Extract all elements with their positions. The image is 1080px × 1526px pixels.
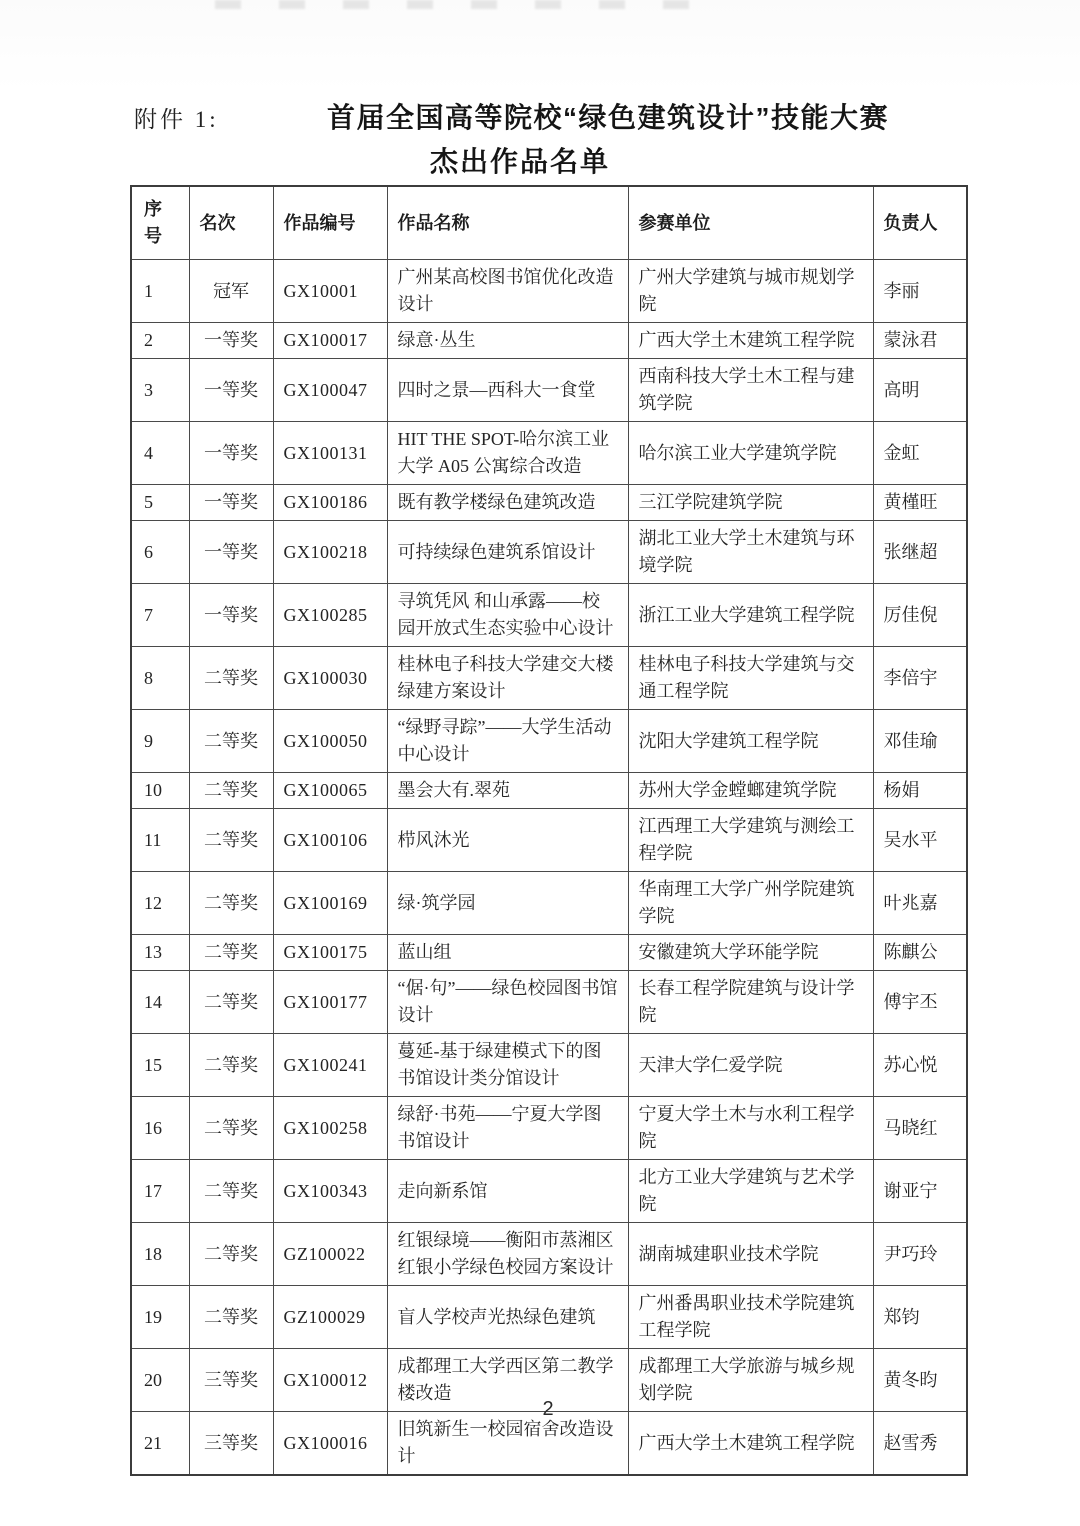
cell-leader: 黄冬昀 — [873, 1349, 967, 1412]
cell-work-name: “绿野寻踪”——大学生活动中心设计 — [387, 710, 628, 773]
table-row — [131, 584, 967, 647]
table-row — [131, 1034, 967, 1097]
cell-work-id: GX100030 — [273, 647, 387, 710]
cell-seq: 21 — [131, 1412, 189, 1476]
awards-table-header — [131, 186, 967, 260]
cell-rank: 二等奖 — [189, 809, 273, 872]
cell-rank: 二等奖 — [189, 1160, 273, 1223]
header-unit: 参赛单位 — [628, 186, 873, 260]
cell-work-id: GX100106 — [273, 809, 387, 872]
header-seq: 序号 — [131, 186, 189, 260]
cell-seq: 9 — [131, 710, 189, 773]
cell-unit: 广州番禺职业技术学院建筑工程学院 — [628, 1286, 873, 1349]
cell-leader: 郑钧 — [873, 1286, 967, 1349]
cell-work-id: GX100065 — [273, 773, 387, 809]
cell-seq: 4 — [131, 422, 189, 485]
cell-leader: 邓佳瑜 — [873, 710, 967, 773]
cell-work-name: 可持续绿色建筑系馆设计 — [387, 521, 628, 584]
cell-work-id: GX100186 — [273, 485, 387, 521]
cell-leader: 黄槿旺 — [873, 485, 967, 521]
cell-unit: 天津大学仁爱学院 — [628, 1034, 873, 1097]
cell-seq: 10 — [131, 773, 189, 809]
cell-work-id: GX100177 — [273, 971, 387, 1034]
cell-unit: 浙江工业大学建筑工程学院 — [628, 584, 873, 647]
cell-rank: 一等奖 — [189, 584, 273, 647]
cell-work-name: 蓝山组 — [387, 935, 628, 971]
cell-seq: 19 — [131, 1286, 189, 1349]
table-row — [131, 971, 967, 1034]
page-number: 2 — [542, 1398, 554, 1420]
cell-work-id: GX100016 — [273, 1412, 387, 1476]
cell-work-name: 走向新系馆 — [387, 1160, 628, 1223]
cell-seq: 11 — [131, 809, 189, 872]
cell-unit: 沈阳大学建筑工程学院 — [628, 710, 873, 773]
table-row — [131, 1412, 967, 1476]
header-row — [131, 186, 967, 260]
document-title-line1: 首届全国高等院校“绿色建筑设计”技能大赛 — [326, 102, 889, 133]
cell-leader: 高明 — [873, 359, 967, 422]
cell-seq: 7 — [131, 584, 189, 647]
table-row — [131, 1160, 967, 1223]
cell-work-name: 成都理工大学西区第二教学楼改造 — [387, 1349, 628, 1412]
cell-work-id: GX100218 — [273, 521, 387, 584]
cell-work-name: 绿·筑学园 — [387, 872, 628, 935]
header-work-name: 作品名称 — [387, 186, 628, 260]
cell-work-name: 蔓延-基于绿建模式下的图书馆设计类分馆设计 — [387, 1034, 628, 1097]
cell-leader: 傅宇丕 — [873, 971, 967, 1034]
table-row — [131, 422, 967, 485]
cell-unit: 广西大学土木建筑工程学院 — [628, 1412, 873, 1476]
table-row — [131, 521, 967, 584]
cell-leader: 李倍宇 — [873, 647, 967, 710]
cell-rank: 一等奖 — [189, 521, 273, 584]
cell-rank: 冠军 — [189, 260, 273, 323]
cell-rank: 一等奖 — [189, 359, 273, 422]
cell-seq: 1 — [131, 260, 189, 323]
cell-work-name: 盲人学校声光热绿色建筑 — [387, 1286, 628, 1349]
cell-work-name: 既有教学楼绿色建筑改造 — [387, 485, 628, 521]
cell-seq: 15 — [131, 1034, 189, 1097]
attachment-label: 附件 1: — [134, 107, 219, 132]
cell-leader: 叶兆嘉 — [873, 872, 967, 935]
cell-work-id: GX100131 — [273, 422, 387, 485]
awards-table — [130, 185, 968, 1476]
cell-seq: 8 — [131, 647, 189, 710]
cell-seq: 3 — [131, 359, 189, 422]
cell-rank: 一等奖 — [189, 422, 273, 485]
table-row — [131, 359, 967, 422]
cell-seq: 14 — [131, 971, 189, 1034]
cell-work-name: 广州某高校图书馆优化改造设计 — [387, 260, 628, 323]
table-row — [131, 260, 967, 323]
table-row — [131, 773, 967, 809]
cell-work-name: 寻筑凭风 和山承露——校园开放式生态实验中心设计 — [387, 584, 628, 647]
table-row — [131, 809, 967, 872]
cell-work-id: GZ100022 — [273, 1223, 387, 1286]
cell-work-id: GX100047 — [273, 359, 387, 422]
cell-seq: 6 — [131, 521, 189, 584]
cell-rank: 二等奖 — [189, 1034, 273, 1097]
cell-work-id: GX100343 — [273, 1160, 387, 1223]
cell-unit: 桂林电子科技大学建筑与交通工程学院 — [628, 647, 873, 710]
cell-leader: 陈麒公 — [873, 935, 967, 971]
cell-work-id: GZ100029 — [273, 1286, 387, 1349]
cell-work-name: 绿意·丛生 — [387, 323, 628, 359]
cell-work-name: HIT THE SPOT-哈尔滨工业大学 A05 公寓综合改造 — [387, 422, 628, 485]
cell-rank: 一等奖 — [189, 323, 273, 359]
cell-work-id: GX100012 — [273, 1349, 387, 1412]
cell-unit: 苏州大学金螳螂建筑学院 — [628, 773, 873, 809]
document-title-line2: 杰出作品名单 — [429, 146, 610, 177]
cell-work-id: GX10001 — [273, 260, 387, 323]
cell-rank: 二等奖 — [189, 773, 273, 809]
table-row — [131, 485, 967, 521]
cell-rank: 二等奖 — [189, 1097, 273, 1160]
table-row — [131, 323, 967, 359]
cell-leader: 马晓红 — [873, 1097, 967, 1160]
cell-unit: 安徽建筑大学环能学院 — [628, 935, 873, 971]
cell-work-name: 绿舒·书苑——宁夏大学图书馆设计 — [387, 1097, 628, 1160]
cell-work-id: GX100285 — [273, 584, 387, 647]
cell-work-id: GX100241 — [273, 1034, 387, 1097]
cell-rank: 二等奖 — [189, 872, 273, 935]
cell-leader: 张继超 — [873, 521, 967, 584]
cell-leader: 蒙泳君 — [873, 323, 967, 359]
cell-work-id: GX100050 — [273, 710, 387, 773]
header-work-id: 作品编号 — [273, 186, 387, 260]
cell-seq: 16 — [131, 1097, 189, 1160]
cell-leader: 吴水平 — [873, 809, 967, 872]
cell-leader: 谢亚宁 — [873, 1160, 967, 1223]
cell-rank: 二等奖 — [189, 647, 273, 710]
cell-unit: 三江学院建筑学院 — [628, 485, 873, 521]
cell-seq: 18 — [131, 1223, 189, 1286]
table-row — [131, 1097, 967, 1160]
cell-leader: 杨娟 — [873, 773, 967, 809]
cell-unit: 长春工程学院建筑与设计学院 — [628, 971, 873, 1034]
header-rank: 名次 — [189, 186, 273, 260]
cell-unit: 湖北工业大学土木建筑与环境学院 — [628, 521, 873, 584]
cell-rank: 一等奖 — [189, 485, 273, 521]
cell-seq: 5 — [131, 485, 189, 521]
table-row — [131, 710, 967, 773]
table-row — [131, 1223, 967, 1286]
cell-unit: 湖南城建职业技术学院 — [628, 1223, 873, 1286]
cell-unit: 北方工业大学建筑与艺术学院 — [628, 1160, 873, 1223]
table-row — [131, 872, 967, 935]
awards-table-body — [131, 260, 967, 1476]
cell-rank: 二等奖 — [189, 971, 273, 1034]
cell-rank: 二等奖 — [189, 935, 273, 971]
cell-rank: 三等奖 — [189, 1412, 273, 1476]
table-row — [131, 1286, 967, 1349]
cell-rank: 二等奖 — [189, 1223, 273, 1286]
cell-unit: 西南科技大学土木工程与建筑学院 — [628, 359, 873, 422]
cell-unit: 华南理工大学广州学院建筑学院 — [628, 872, 873, 935]
cell-leader: 赵雪秀 — [873, 1412, 967, 1476]
cell-seq: 13 — [131, 935, 189, 971]
cell-leader: 李丽 — [873, 260, 967, 323]
cell-leader: 厉佳倪 — [873, 584, 967, 647]
scan-artifact-top — [215, 0, 775, 10]
cell-unit: 宁夏大学土木与水利工程学院 — [628, 1097, 873, 1160]
cell-work-name: 桂林电子科技大学建交大楼绿建方案设计 — [387, 647, 628, 710]
cell-seq: 17 — [131, 1160, 189, 1223]
cell-work-name: 栉风沐光 — [387, 809, 628, 872]
cell-unit: 成都理工大学旅游与城乡规划学院 — [628, 1349, 873, 1412]
cell-work-name: 旧筑新生一校园宿舍改造设计 — [387, 1412, 628, 1476]
cell-work-name: 墨会大有.翠苑 — [387, 773, 628, 809]
table-row — [131, 647, 967, 710]
cell-unit: 广州大学建筑与城市规划学院 — [628, 260, 873, 323]
cell-leader: 苏心悦 — [873, 1034, 967, 1097]
cell-rank: 三等奖 — [189, 1349, 273, 1412]
cell-unit: 广西大学土木建筑工程学院 — [628, 323, 873, 359]
cell-work-id: GX100169 — [273, 872, 387, 935]
cell-seq: 20 — [131, 1349, 189, 1412]
cell-work-id: GX100258 — [273, 1097, 387, 1160]
cell-rank: 二等奖 — [189, 710, 273, 773]
cell-leader: 金虹 — [873, 422, 967, 485]
cell-work-name: 红银绿境——衡阳市蒸湘区红银小学绿色校园方案设计 — [387, 1223, 628, 1286]
header-leader: 负责人 — [873, 186, 967, 260]
cell-work-id: GX100017 — [273, 323, 387, 359]
cell-work-name: 四时之景—西科大一食堂 — [387, 359, 628, 422]
cell-work-name: “倨·句”——绿色校园图书馆设计 — [387, 971, 628, 1034]
cell-unit: 哈尔滨工业大学建筑学院 — [628, 422, 873, 485]
cell-unit: 江西理工大学建筑与测绘工程学院 — [628, 809, 873, 872]
table-row — [131, 935, 967, 971]
cell-work-id: GX100175 — [273, 935, 387, 971]
cell-seq: 12 — [131, 872, 189, 935]
cell-seq: 2 — [131, 323, 189, 359]
cell-leader: 尹巧玲 — [873, 1223, 967, 1286]
cell-rank: 二等奖 — [189, 1286, 273, 1349]
